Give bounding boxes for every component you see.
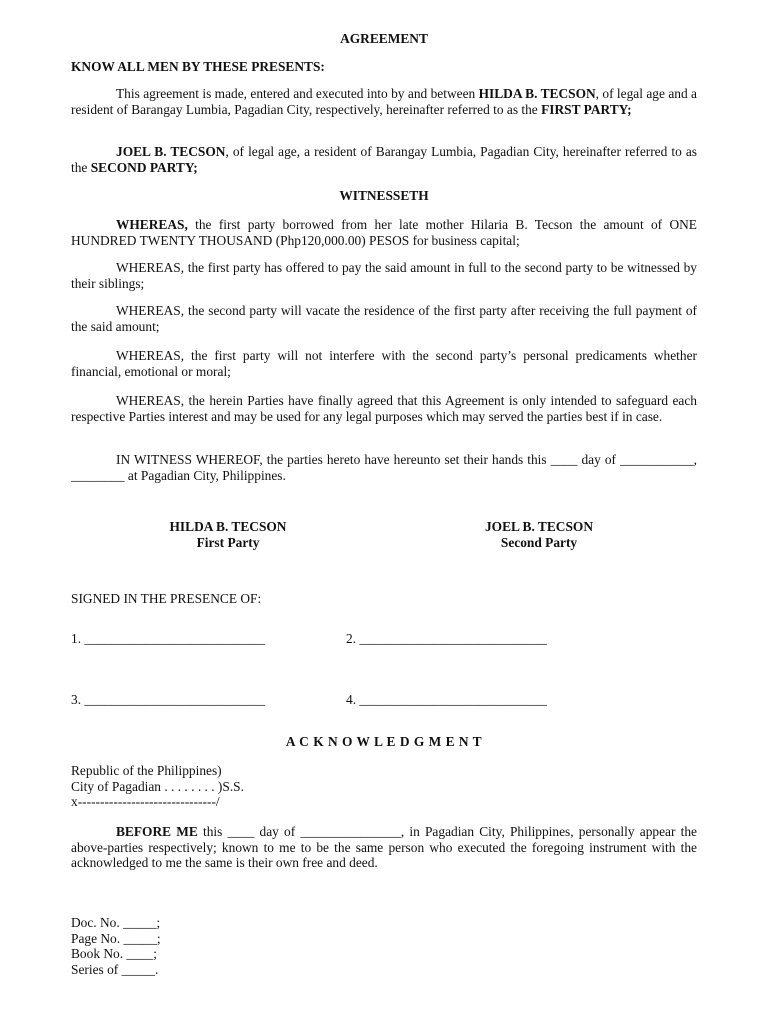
parties-paragraph-second bbox=[71, 144, 697, 175]
signatory-name: HILDA B. TECSON bbox=[169, 519, 287, 534]
signatory-role: Second Party bbox=[500, 534, 578, 550]
venue-line: City of Pagadian . . . . . . . . )S.S. bbox=[71, 778, 244, 794]
whereas-clause-1 bbox=[71, 217, 697, 248]
acknowledgment-heading: A C K N O W L E D G M E N T bbox=[285, 734, 483, 749]
witness-line-3: 3. ___________________________ bbox=[71, 692, 266, 707]
whereas-clause-5: WHEREAS, the herein Parties have finally agreed that this Agreement is only intended to safeguard each respective Parties interest and may be used for any legal purposes which may served the parties best if in case. bbox=[71, 393, 697, 424]
second-party-name: JOEL B. TECSON bbox=[116, 144, 226, 159]
whereas-clause-3: WHEREAS, the second party will vacate the residence of the first party after receiving the full payment of the said amount; bbox=[71, 303, 697, 334]
book-no-line: Book No. ____; bbox=[71, 946, 157, 961]
signatory-second-party bbox=[414, 519, 664, 550]
whereas-clause-2: WHEREAS, the first party has offered to pay the said amount in full to the second party to be witnessed by their siblings; bbox=[71, 260, 697, 291]
before-me-paragraph bbox=[71, 824, 697, 871]
signatory-role: First Party bbox=[196, 534, 260, 550]
signatory-first-party bbox=[103, 519, 353, 550]
first-party-name: HILDA B. TECSON bbox=[478, 86, 596, 101]
opening-line: KNOW ALL MEN BY THESE PRESENTS: bbox=[71, 59, 325, 74]
second-party-label: SECOND PARTY; bbox=[90, 159, 198, 175]
doc-no-line: Doc. No. _____; bbox=[71, 915, 161, 930]
p1-text-a: This agreement is made, entered and executed into by and between bbox=[116, 86, 479, 101]
page-no-line: Page No. _____; bbox=[71, 930, 161, 946]
first-party-label: FIRST PARTY; bbox=[541, 101, 632, 117]
whereas-1-text: the first party borrowed from her late mother Hilaria B. Tecson the amount of ONE HUNDRED TWENTY THOUSAND (Php120,000.00) PESOS for business capital; bbox=[71, 217, 697, 248]
witness-line-1: 1. ___________________________ bbox=[71, 631, 266, 646]
witness-line-4: 4. ____________________________ bbox=[346, 692, 547, 707]
venue-block bbox=[71, 763, 371, 810]
whereas-lead: WHEREAS, bbox=[116, 217, 188, 232]
document-title: AGREEMENT bbox=[340, 31, 428, 46]
before-me-text: this ____ day of _______________, in Pagadian City, Philippines, personally appear the above-parties respectively; known to me to be the same person who executed the foregoing instrument with the acknowledged to me the same is their own free and deed. bbox=[71, 824, 697, 870]
signatory-name: JOEL B. TECSON bbox=[484, 519, 594, 534]
series-line: Series of _____. bbox=[71, 961, 159, 977]
p1-text-b: , of legal age and a resident of Barangay Lumbia, Pagadian City, respectively, hereinafter referred to as the bbox=[71, 86, 697, 117]
whereas-clause-4: WHEREAS, the first party will not interfere with the second party’s personal predicaments whether financial, emotional or moral; bbox=[71, 348, 697, 379]
venue-line: x-------------------------------/ bbox=[71, 794, 220, 809]
signed-presence-label: SIGNED IN THE PRESENCE OF: bbox=[71, 591, 262, 606]
p2-text-a: , of legal age, a resident of Barangay Lumbia, Pagadian City, hereinafter referred to as the bbox=[71, 144, 697, 175]
venue-line: Republic of the Philippines) bbox=[71, 763, 222, 778]
before-me-lead: BEFORE ME bbox=[116, 824, 198, 839]
witness-line-2: 2. ____________________________ bbox=[346, 631, 547, 646]
notarial-register-block bbox=[71, 915, 371, 977]
witnesseth-heading: WITNESSETH bbox=[339, 188, 429, 203]
witness-clause: IN WITNESS WHEREOF, the parties hereto have hereunto set their hands this ____ day of ___________, ________ at Pagadian City, Philippines. bbox=[71, 452, 697, 483]
parties-paragraph-first bbox=[71, 86, 697, 117]
